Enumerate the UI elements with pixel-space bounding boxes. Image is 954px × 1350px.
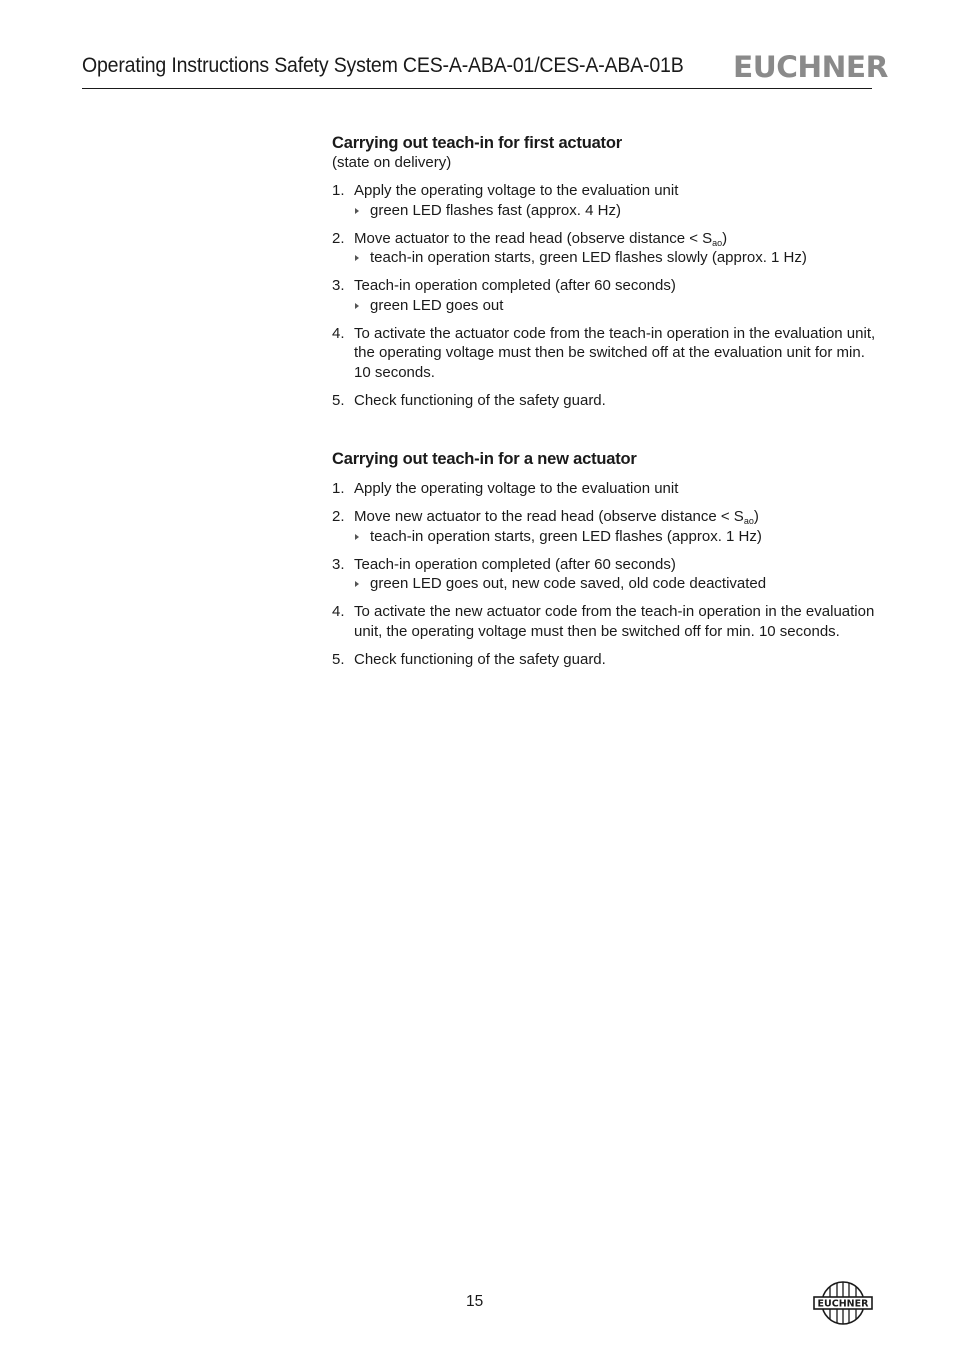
section-new-actuator: [332, 449, 877, 678]
step-number: 3.: [332, 555, 345, 573]
list-item: [332, 555, 877, 594]
step-result: [354, 248, 877, 268]
section-title: Carrying out teach-in for first actuator: [332, 134, 622, 152]
list-item: [332, 229, 877, 268]
step-result: [354, 296, 877, 316]
step-text: [354, 507, 877, 527]
arrow-right-icon: [355, 581, 359, 587]
step-result-text: green LED goes out, new code saved, old code deactivated: [370, 575, 767, 592]
step-text: Teach-in operation completed (after 60 seconds): [354, 555, 676, 573]
list-item: [332, 479, 877, 499]
arrow-right-icon: [355, 255, 359, 261]
list-item: [332, 324, 877, 383]
step-text: Check functioning of the safety guard.: [354, 650, 606, 668]
header-rule: [82, 88, 872, 89]
euchner-seal-logo: [813, 1279, 873, 1327]
step-text: Apply the operating voltage to the evaluation unit: [354, 480, 679, 497]
step-result-text: green LED flashes fast (approx. 4 Hz): [370, 201, 621, 219]
step-list: [332, 181, 877, 410]
step-subscript: ao: [712, 237, 723, 248]
step-result: [354, 574, 877, 594]
step-text: To activate the new actuator code from the teach-in operation in the evaluation unit, the operating voltage must then be switched off for min. 10 seconds.: [354, 603, 875, 640]
section-first-actuator: [332, 133, 877, 419]
list-item: [332, 602, 877, 641]
step-text-end: ): [753, 508, 759, 525]
list-item: [332, 391, 877, 411]
step-text: To activate the actuator code from the teach-in operation in the evaluation unit, the operating voltage must then be switched off at the evaluation unit for min. 10 seconds.: [354, 324, 876, 381]
section-title: Carrying out teach-in for a new actuator: [332, 450, 637, 468]
step-number: 2.: [332, 229, 345, 247]
step-number: 2.: [332, 508, 345, 525]
step-number: 4.: [332, 603, 345, 620]
step-text: [354, 229, 877, 249]
arrow-right-icon: [355, 303, 359, 309]
seal-text: EUCHNER: [817, 1298, 869, 1310]
step-result-text: teach-in operation starts, green LED flashes (approx. 1 Hz): [370, 527, 762, 545]
step-result-text: green LED goes out: [370, 296, 504, 314]
step-number: 5.: [332, 650, 345, 668]
list-item: [332, 650, 877, 670]
step-number: 4.: [332, 324, 345, 342]
step-text-end: ): [722, 229, 728, 247]
page-title: Operating Instructions Safety System CES-A-ABA-01/CES-A-ABA-01B: [82, 54, 684, 77]
list-item: [332, 276, 877, 315]
section-note: (state on delivery): [332, 154, 452, 171]
step-text: Check functioning of the safety guard.: [354, 391, 606, 409]
step-text: Teach-in operation completed (after 60 seconds): [354, 277, 676, 294]
step-text-main: Move actuator to the read head (observe distance < S: [354, 229, 713, 247]
list-item: [332, 507, 877, 546]
step-text-main: Move new actuator to the read head (observe distance < S: [354, 508, 744, 525]
step-text: Apply the operating voltage to the evaluation unit: [354, 182, 679, 199]
step-subscript: ao: [743, 516, 754, 526]
arrow-right-icon: [355, 534, 359, 540]
arrow-right-icon: [355, 208, 359, 214]
brand-logo: EUCHNER: [733, 50, 888, 84]
list-item: [332, 181, 877, 220]
step-number: 1.: [332, 480, 345, 497]
step-number: 1.: [332, 182, 345, 199]
page-number: 15: [466, 1293, 484, 1310]
step-number: 3.: [332, 277, 345, 294]
step-number: 5.: [332, 391, 345, 409]
step-result: [354, 201, 877, 221]
step-list: [332, 479, 877, 669]
step-result-text: teach-in operation starts, green LED flashes slowly (approx. 1 Hz): [370, 249, 807, 266]
step-result: [354, 527, 877, 547]
